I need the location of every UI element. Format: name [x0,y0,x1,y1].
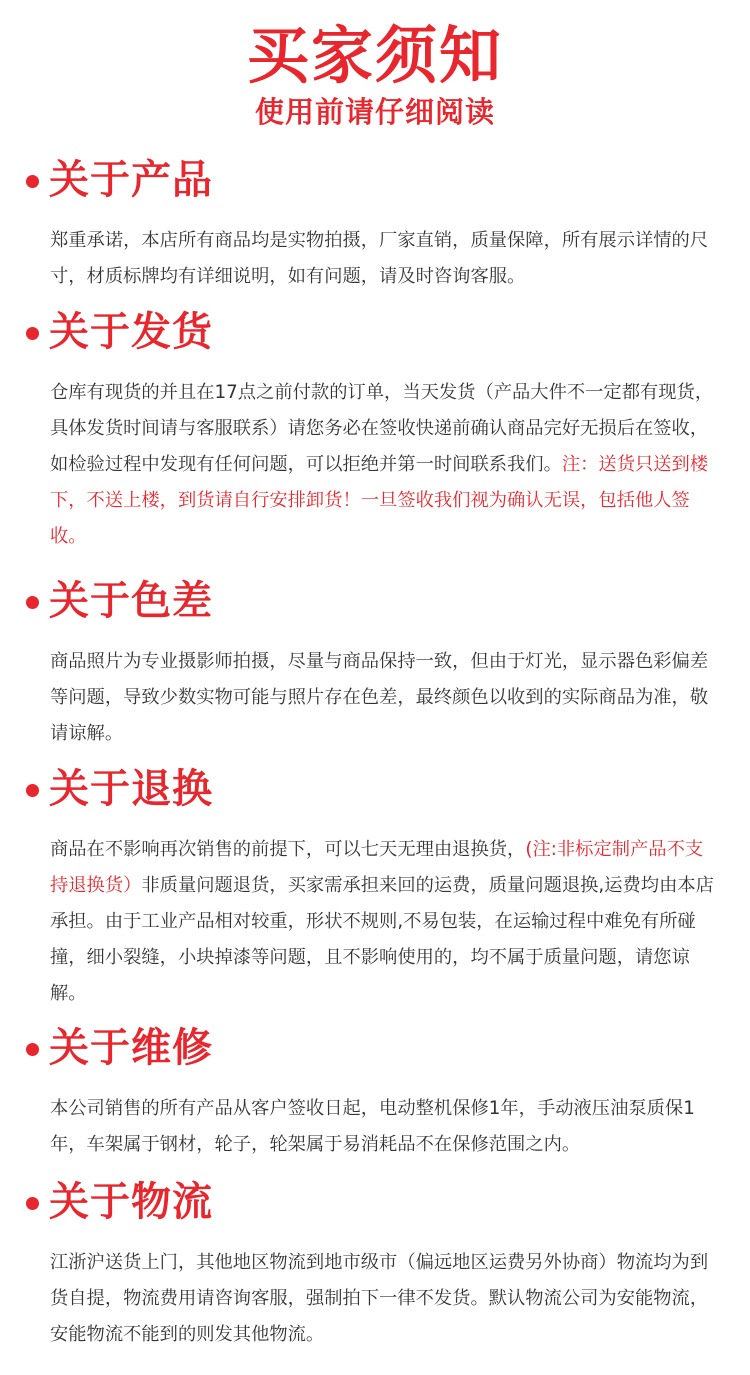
section-header [0,150,750,210]
section-title: 关于维修 [49,1025,213,1071]
section-title: 关于色差 [49,578,213,624]
section-header [0,1018,750,1078]
section-header [0,571,750,631]
section-text: 商品在不影响再次销售的前提下，可以七天无理由退换货， [50,839,526,860]
section-title: 关于产品 [49,157,213,203]
section-text: 江浙沪送货上门，其他地区物流到地市级市（偏远地区运费另外协商）物流均为到货自提，物流费用请咨询客服，强制拍下一律不发货。默认物流公司为安能物流，安能物流不能到的则发其他物流。 [50,1252,709,1345]
bullet-dot-icon [26,596,39,609]
section-color-difference [0,571,750,752]
section-title: 关于物流 [49,1179,213,1225]
section-body [50,223,718,295]
bullet-dot-icon [26,1043,39,1056]
section-product [0,150,750,295]
bullet-dot-icon [26,327,39,340]
bullet-dot-icon [26,175,39,188]
section-repair [0,1018,750,1163]
section-text: 仓库有现货的并且在17点之前付款的订单，当天发货（产品大件不一定都有现货，具体发货时间请与客服联系）请您务必在签收快递前确认商品完好无损后在签收，如检验过程中发现有任何问题，可以拒绝并第一时间联系我们。 [50,382,714,475]
section-logistics [0,1172,750,1353]
section-body [50,644,718,752]
bullet-dot-icon [26,784,39,797]
page-subtitle: 使用前请仔细阅读 [254,95,495,129]
section-text: 本公司销售的所有产品从客户签收日起，电动整机保修1年，手动液压油泵质保1年，车架属于钢材，轮子，轮架属于易消耗品不在保修范围之内。 [50,1098,695,1155]
section-header [0,1172,750,1232]
page-title: 买家须知 [246,19,503,92]
section-body [50,375,718,555]
section-shipping [0,302,750,555]
section-body [50,1091,718,1163]
section-header [0,759,750,819]
section-returns [0,759,750,1012]
section-title: 关于发货 [49,309,213,355]
bullet-dot-icon [26,1197,39,1210]
section-note: (注:非标定制产品不支持退换货） [50,839,704,896]
section-body [50,1245,718,1353]
section-note: 注：送货只送到楼下，不送上楼，到货请自行安排卸货！一旦签收我们视为确认无误，包括他人签收。 [50,454,709,547]
section-title: 关于退换 [49,766,213,812]
section-text-continued: 非质量问题退货，买家需承担来回的运费，质量问题退换,运费均由本店承担。由于工业产品相对较重，形状不规则,不易包装，在运输过程中难免有所碰撞，细小裂缝，小块掉漆等问题，且不影响使用的，均不属于质量问题，请您谅解。 [50,875,714,1004]
section-text: 郑重承诺，本店所有商品均是实物拍摄，厂家直销，质量保障，所有展示详情的尺寸，材质标牌均有详细说明，如有问题，请及时咨询客服。 [50,230,709,287]
section-header [0,302,750,362]
section-body [50,832,718,1012]
section-text: 商品照片为专业摄影师拍摄，尽量与商品保持一致，但由于灯光，显示器色彩偏差等问题，导致少数实物可能与照片存在色差，最终颜色以收到的实际商品为准，敬请谅解。 [50,651,709,744]
